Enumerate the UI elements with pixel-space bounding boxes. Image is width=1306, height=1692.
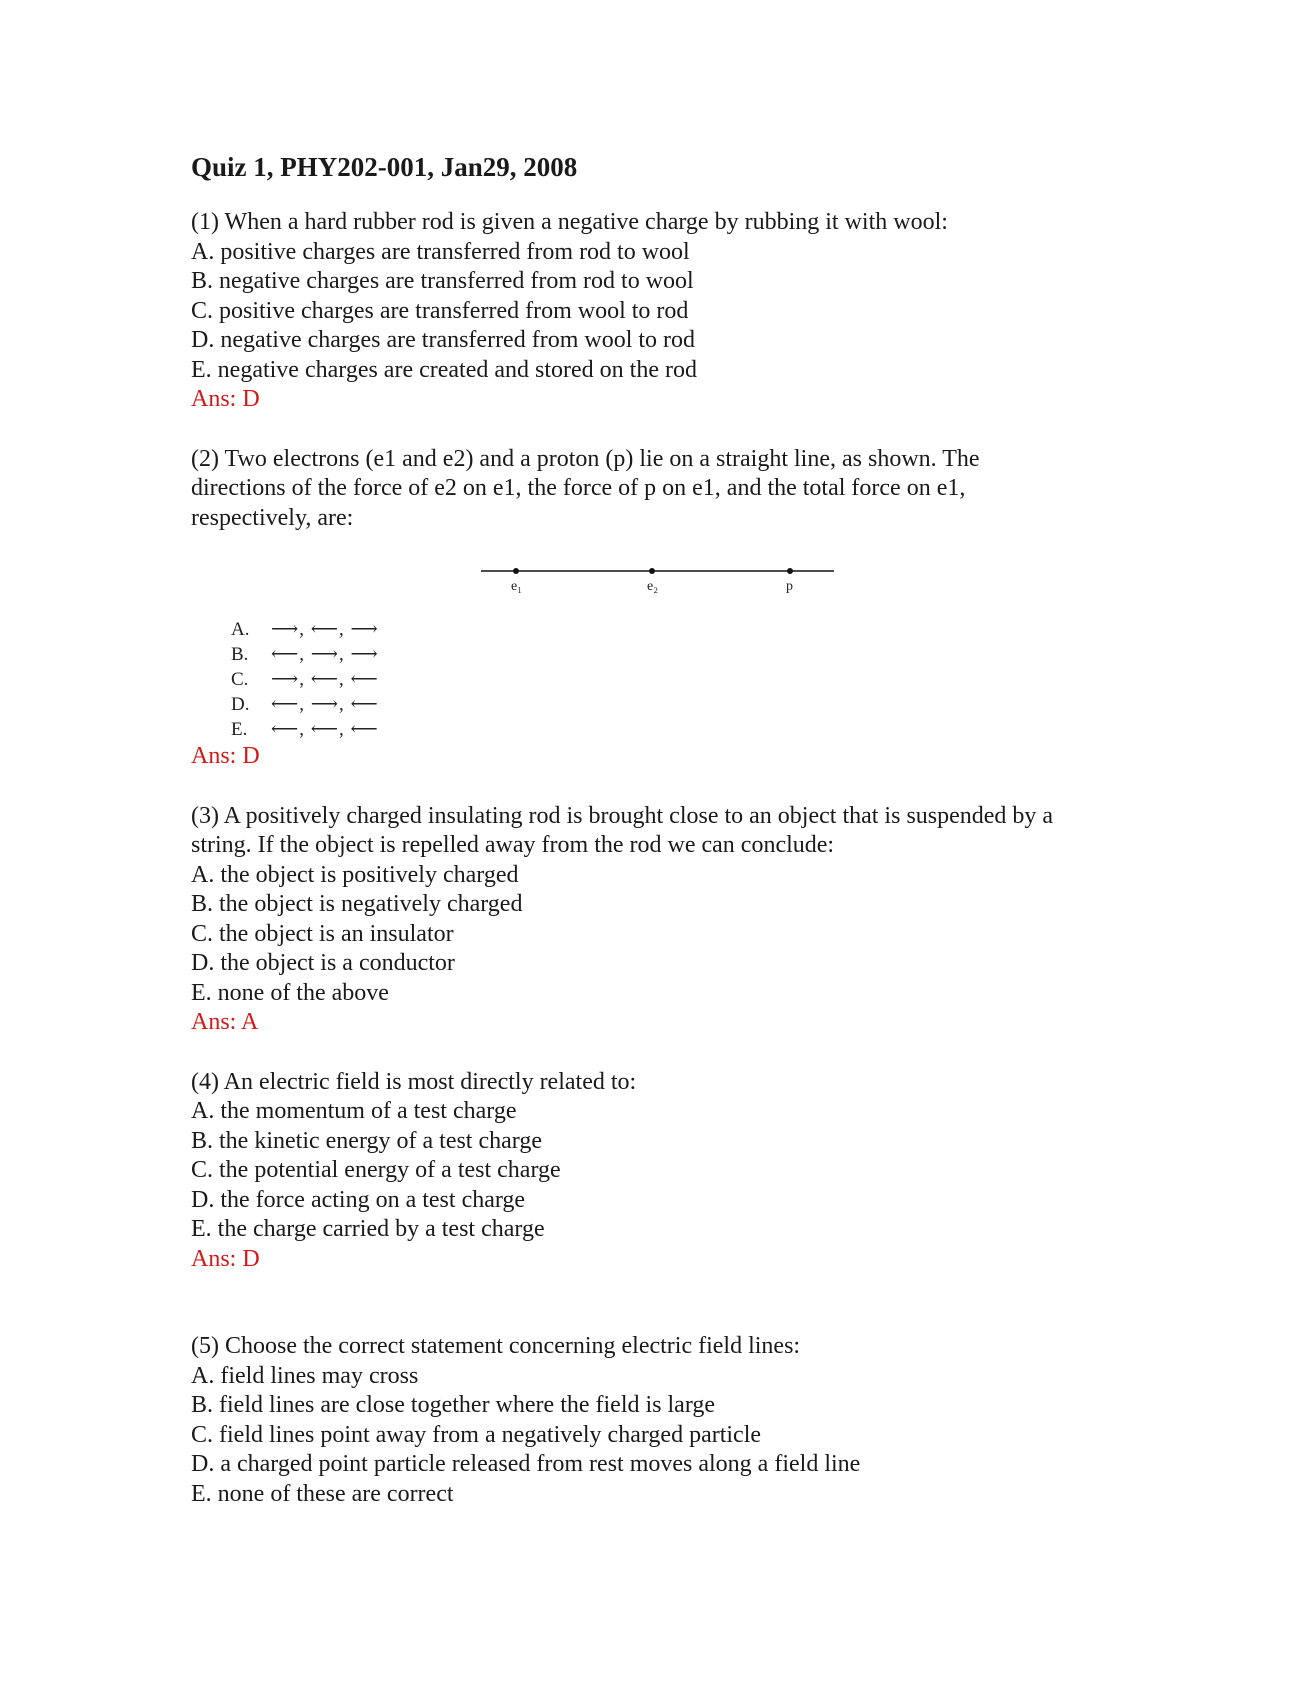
arrow-option-b [231,642,1191,667]
option-a: A. positive charges are transferred from rod to wool [191,238,690,265]
charge-line-svg [191,539,1191,617]
option-a: A. the object is positively charged [191,861,519,888]
arrow-option-arrows: ⟵, ⟶, ⟵ [271,694,379,715]
option-a: A. the momentum of a test charge [191,1098,517,1124]
answer: Ans: A [191,1009,259,1035]
e2-label: e₂ [647,579,659,594]
option-e: E. none of the above [191,979,389,1006]
option-d: D. negative charges are transferred from wool to rod [191,327,696,353]
option-b: B. field lines are close together where the field is large [191,1392,716,1418]
option-b: B. the object is negatively charged [191,891,523,917]
answer: Ans: D [191,1245,260,1272]
answer: Ans: D [191,743,260,769]
question-5 [191,1332,1191,1509]
question-2 [191,445,1191,772]
arrow-option-e [231,717,1191,742]
arrow-option-letter: C. [231,669,249,690]
option-e: E. none of these are correct [191,1480,454,1507]
option-b: B. negative charges are transferred from rod to wool [191,268,694,294]
answer: Ans: D [191,386,260,412]
arrow-choices [231,617,1191,742]
arrow-option-letter: E. [231,719,248,740]
option-b: B. the kinetic energy of a test charge [191,1127,542,1154]
option-a: A. field lines may cross [191,1362,419,1389]
arrow-option-letter: A. [231,619,250,640]
arrow-option-arrows: ⟵, ⟵, ⟵ [271,719,379,740]
arrow-option-letter: D. [231,694,250,715]
option-c: C. field lines point away from a negatively charged particle [191,1421,762,1448]
charge-line-diagram [191,539,1191,617]
arrow-option-arrows: ⟵, ⟶, ⟶ [271,644,379,665]
question-1 [191,208,1191,415]
question-3 [191,802,1191,1038]
e1-dot [513,568,519,574]
arrow-option-c [231,667,1191,692]
question-stem: (5) Choose the correct statement concerning electric field lines: [191,1333,801,1359]
question-stem: (4) An electric field is most directly related to: [191,1068,637,1095]
e2-dot [649,568,655,574]
quiz-title: Quiz 1, PHY202-001, Jan29, 2008 [191,152,578,182]
p-dot [787,568,793,574]
question-stem: (2) Two electrons (e1 and e2) and a proton (p) lie on a straight line, as shown. The directions of the force of e2 on e1, the force of p on e1, and the total force on e1, respectively, are: [191,445,980,531]
option-c: C. positive charges are transferred from wool to rod [191,297,689,324]
arrow-option-letter: B. [231,644,249,665]
option-d: D. the object is a conductor [191,950,455,976]
arrow-option-d [231,692,1191,717]
e1-label: e₁ [511,579,523,594]
quiz-page [191,150,1191,1539]
p-label: p [786,579,793,594]
question-4 [191,1068,1191,1275]
option-c: C. the object is an insulator [191,920,454,947]
option-e: E. negative charges are created and stored on the rod [191,356,697,383]
option-c: C. the potential energy of a test charge [191,1157,561,1183]
option-d: D. a charged point particle released from rest moves along a field line [191,1451,861,1477]
option-d: D. the force acting on a test charge [191,1186,526,1213]
option-e: E. the charge carried by a test charge [191,1216,545,1242]
question-stem: (3) A positively charged insulating rod is brought close to an object that is suspended by a string. If the object is repelled away from the rod we can conclude: [191,802,1054,858]
arrow-option-arrows: ⟶, ⟵, ⟵ [271,669,379,690]
arrow-option-arrows: ⟶, ⟵, ⟶ [271,619,379,640]
arrow-option-a [231,617,1191,642]
question-stem: (1) When a hard rubber rod is given a negative charge by rubbing it with wool: [191,209,948,235]
